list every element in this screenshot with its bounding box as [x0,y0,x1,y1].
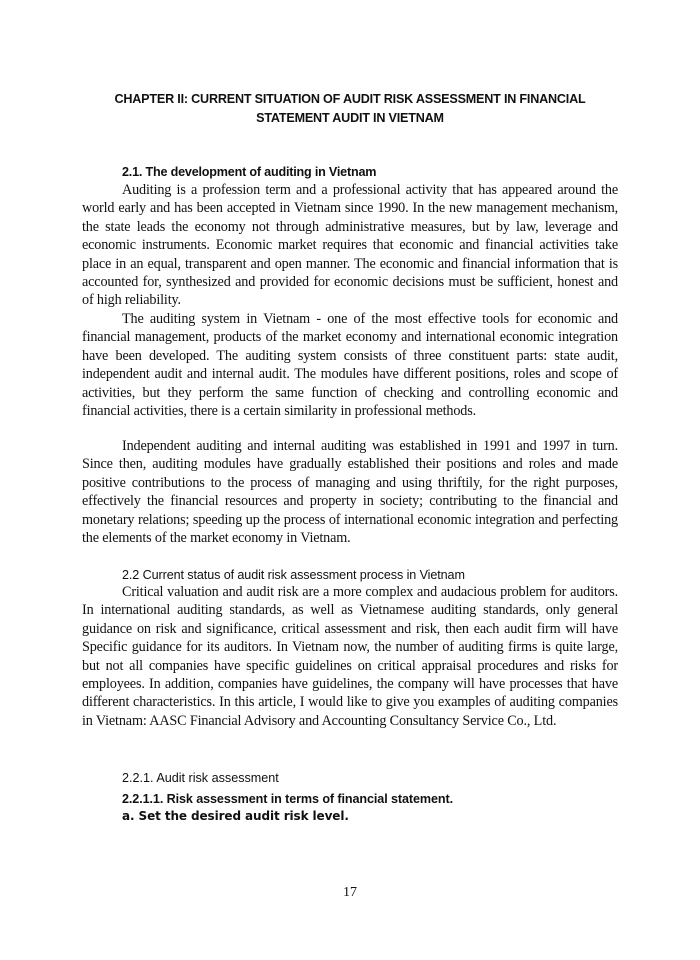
paragraph-auditing-system: The auditing system in Vietnam - one of the most effective tools for economic and financial management, products of the market economy and international economic integration have been developed. The auditing system consists of three constituent parts: state audit, independent audit and internal audit. The modules have different positions, roles and scope of activities, but they perform the same function of checking and controlling economic and financial activities, there is a certain similarity in professional methods. [82,311,618,420]
page-number: 17 [343,885,357,900]
chapter-title: CHAPTER II: CURRENT SITUATION OF AUDIT RISK ASSESSMENT IN FINANCIAL STATEMENT AUDIT IN VIETNAM [114,92,586,125]
section-heading-2-2-1: 2.2.1. Audit risk assessment [122,771,279,785]
paragraph-current-status: Critical valuation and audit risk are a more complex and audacious problem for auditors. In international auditing standards, as well as Vietnamese auditing standards, only general guidance on risk and significance, critical assessment and risk, then each audit firm will have Specific guidance for its auditors. In Vietnam now, the number of auditing firms is quite large, but not all companies have specific guidelines on critical appraisal procedures and risks for employees. In addition, companies have guidelines, the company will have processes that have different characteristics. In this article, I would like to give you examples of auditing companies in Vietnam: AASC Financial Advisory and Accounting Consultancy Service Co., Ltd. [82,584,618,729]
section-heading-2-1: 2.1. The development of auditing in Vietnam [122,165,377,179]
section-heading-2-2-1-1: 2.2.1.1. Risk assessment in terms of financial statement. [122,792,453,806]
list-item-a: a. Set the desired audit risk level. [122,809,349,823]
paragraph-independent-internal-auditing: Independent auditing and internal auditing was established in 1991 and 1997 in turn. Since then, auditing modules have gradually established their positions and roles and made positive contributions to the process of managing and using thriftily, for the right purposes, effectively the financial resources and property in society; contributing to the financial and monetary relations; speeding up the process of international economic integration and perfecting the elements of the market economy in Vietnam. [82,438,618,547]
paragraph-auditing-profession: Auditing is a profession term and a professional activity that has appeared around the world early and has been accepted in Vietnam since 1990. In the new management mechanism, the state leads the economy not through administrative measures, but by law, leverage and economic instruments. Economic market requires that economic and financial activities take place in an equal, transparent and open manner. The economic and financial information that is accounted for, synthesized and provided for economic decisions must be sufficient, honest and of high reliability. [82,182,618,309]
section-heading-2-2: 2.2 Current status of audit risk assessment process in Vietnam [122,568,465,582]
